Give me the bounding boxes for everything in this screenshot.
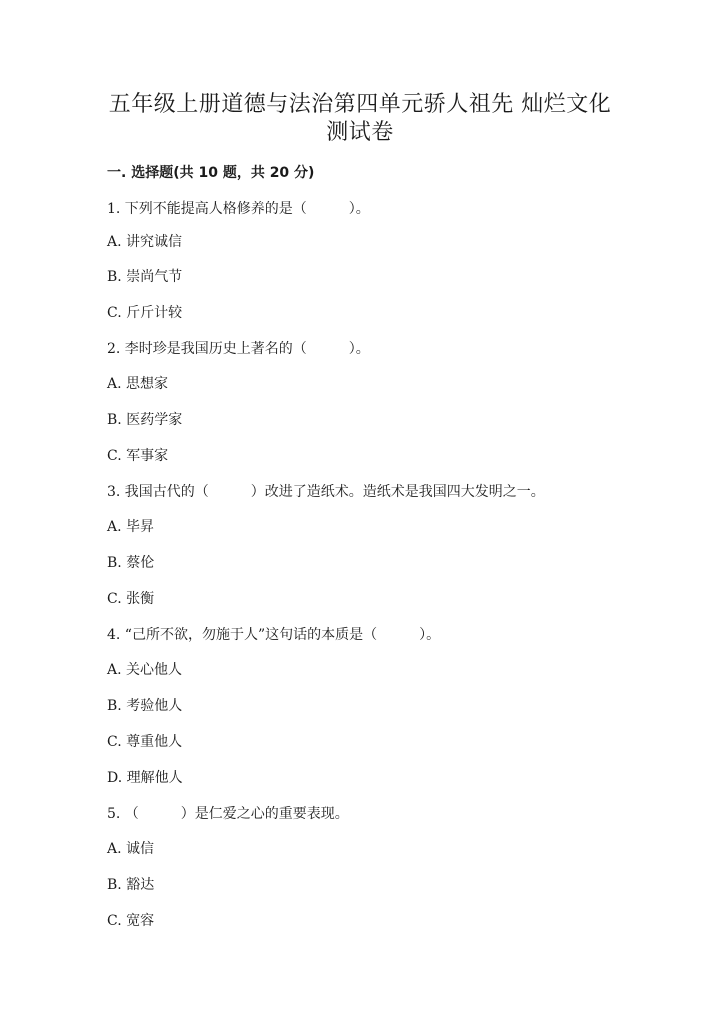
- question-2-option-c: C. 军事家: [107, 448, 169, 464]
- section-heading: 一. 选择题(共 10 题，共 20 分): [107, 165, 315, 181]
- question-5-stem: 5. （ ）是仁爱之心的重要表现。: [107, 806, 349, 822]
- question-5-option-b: B. 豁达: [107, 877, 155, 893]
- question-4-option-b: B. 考验他人: [107, 698, 183, 714]
- question-4-option-c: C. 尊重他人: [107, 734, 183, 750]
- question-4-option-a: A. 关心他人: [107, 662, 183, 678]
- question-3-option-a: A. 毕昇: [107, 519, 155, 535]
- question-4-option-d: D. 理解他人: [107, 770, 183, 786]
- question-2-stem: 2. 李时珍是我国历史上著名的（ ）。: [107, 341, 370, 357]
- exam-title-line-2: 测试卷: [326, 120, 394, 145]
- question-2-option-a: A. 思想家: [107, 376, 169, 392]
- question-2-option-b: B. 医药学家: [107, 412, 183, 428]
- question-3-stem: 3. 我国古代的（ ）改进了造纸术。造纸术是我国四大发明之一。: [107, 484, 545, 500]
- question-1-option-c: C. 斤斤计较: [107, 305, 183, 321]
- question-3-option-c: C. 张衡: [107, 591, 155, 607]
- question-1-option-a: A. 讲究诚信: [107, 234, 183, 250]
- question-5-option-c: C. 宽容: [107, 913, 155, 929]
- exam-title-line-1: 五年级上册道德与法治第四单元骄人祖先 灿烂文化: [108, 92, 612, 117]
- question-5-option-a: A. 诚信: [107, 841, 155, 857]
- question-3-option-b: B. 蔡伦: [107, 555, 155, 571]
- question-4-stem: 4. “己所不欲，勿施于人”这句话的本质是（ ）。: [107, 627, 441, 643]
- question-1-stem: 1. 下列不能提高人格修养的是（ ）。: [107, 201, 370, 217]
- question-1-option-b: B. 崇尚气节: [107, 269, 183, 285]
